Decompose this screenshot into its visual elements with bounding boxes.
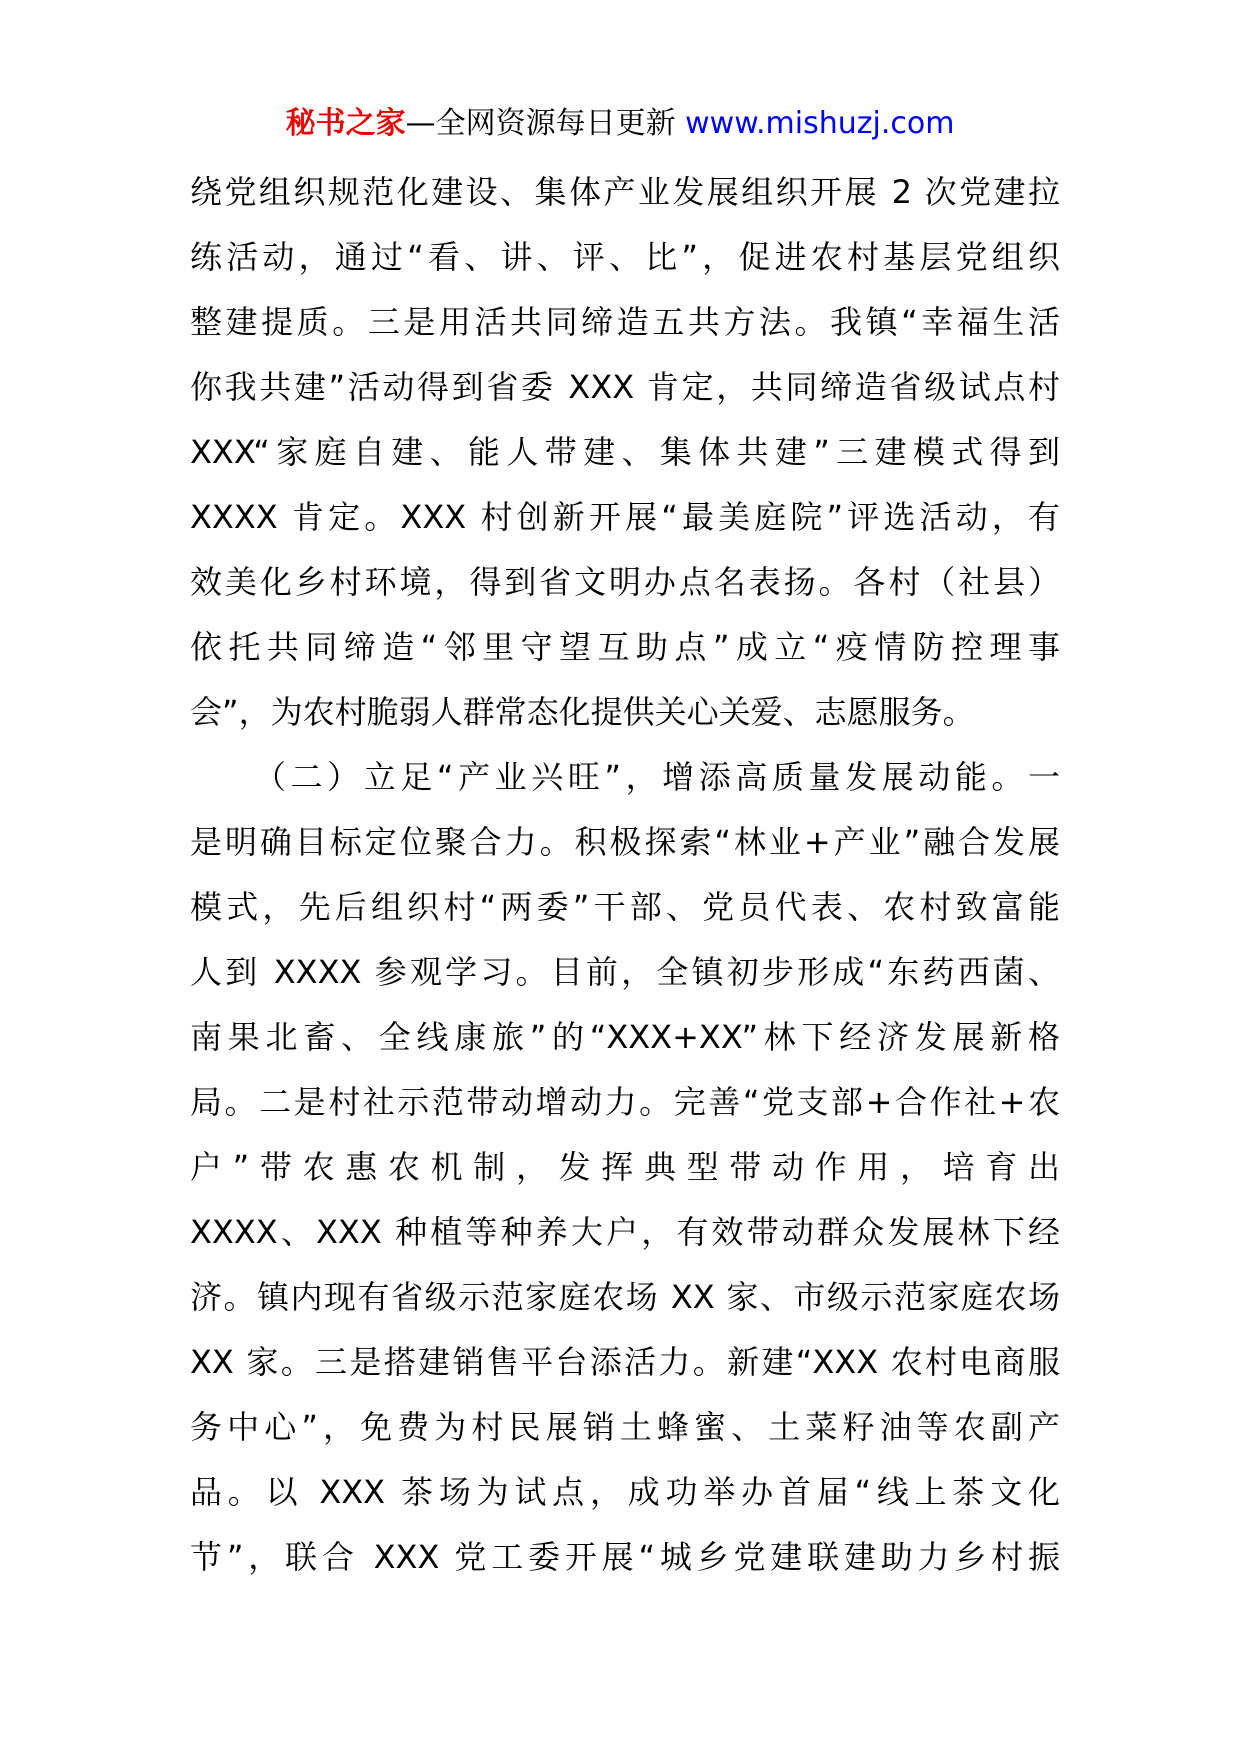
text-line: 品。以 XXX 茶场为试点，成功举办首届“线上茶文化	[190, 1473, 1060, 1511]
header-site-link[interactable]: www.mishuzj.com	[685, 106, 955, 141]
text-line: XXX“家庭自建、能人带建、集体共建”三建模式得到	[190, 433, 1060, 471]
header-brand: 秘书之家	[285, 106, 406, 141]
header-tagline: —全网资源每日更新	[405, 106, 686, 141]
text-line: XX 家。三是搭建销售平台添活力。新建“XXX 农村电商服	[190, 1343, 1060, 1381]
text-line: 练活动，通过“看、讲、评、比”，促进农村基层党组织	[190, 238, 1060, 276]
page-header	[0, 104, 1240, 144]
text-line: 南果北畜、全线康旅”的“XXX+XX”林下经济发展新格	[190, 1018, 1060, 1056]
text-line: 你我共建”活动得到省委 XXX 肯定，共同缔造省级试点村	[190, 368, 1060, 406]
text-line: 是明确目标定位聚合力。积极探索“林业+产业”融合发展	[190, 823, 1060, 861]
document-body	[190, 160, 1060, 1590]
text-line: 节”，联合 XXX 党工委开展“城乡党建联建助力乡村振	[190, 1538, 1060, 1576]
text-line: 局。二是村社示范带动增动力。完善“党支部+合作社+农	[190, 1083, 1060, 1121]
text-line: XXXX、XXX 种植等种养大户，有效带动群众发展林下经	[190, 1213, 1060, 1251]
text-line: 济。镇内现有省级示范家庭农场 XX 家、市级示范家庭农场	[190, 1278, 1060, 1316]
text-line: XXXX 肯定。XXX 村创新开展“最美庭院”评选活动，有	[190, 498, 1060, 536]
text-line: 绕党组织规范化建设、集体产业发展组织开展 2 次党建拉	[190, 173, 1060, 211]
text-line: 模式，先后组织村“两委”干部、党员代表、农村致富能	[190, 888, 1060, 926]
text-line: 会”，为农村脆弱人群常态化提供关心关爱、志愿服务。	[190, 693, 975, 731]
text-line: 效美化乡村环境，得到省文明办点名表扬。各村（社县）	[190, 563, 1060, 601]
text-line: 依托共同缔造“邻里守望互助点”成立“疫情防控理事	[190, 628, 1060, 666]
text-line: 务中心”，免费为村民展销土蜂蜜、土菜籽油等农副产	[190, 1408, 1060, 1446]
text-line: 整建提质。三是用活共同缔造五共方法。我镇“幸福生活	[190, 303, 1060, 341]
text-line: 户”带农惠农机制，发挥典型带动作用，培育出	[190, 1148, 1060, 1186]
text-line: 人到 XXXX 参观学习。目前，全镇初步形成“东药西菌、	[190, 953, 1060, 991]
section-heading-line: （二）立足“产业兴旺”，增添高质量发展动能。一	[254, 758, 1060, 796]
